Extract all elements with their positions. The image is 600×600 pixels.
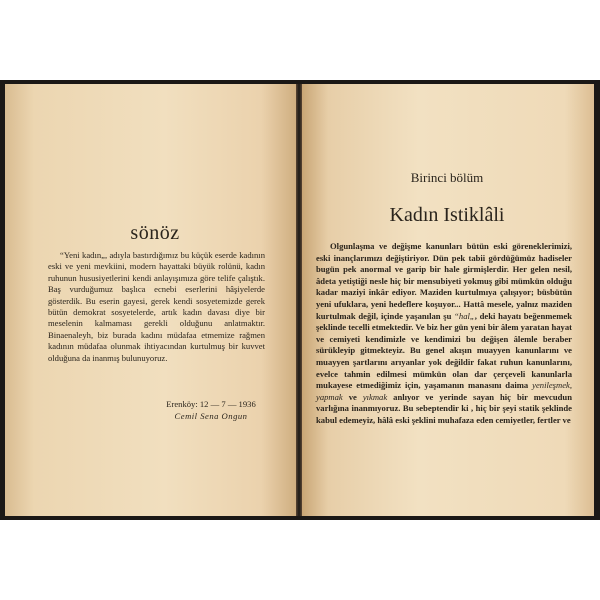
preface-body-text: “Yeni kadın„, adıyla bastırdığımız bu küçük eserde kadının eski ve yeni mevkiini, modern hayattaki büyük rolünü, kadın ruhunun hususiyetlerini kendi anlayışımıza göre telife çalıştık. Baş vurduğumuz başlıca ecnebi eserlerini hâşiyelerde gösterdik. Bu eserin gayesi, gerek kendi sosyetemizde gerek bütün demokrat sosyetelerde, artık kadın davası diye bir meselenin kalmaması gerekli olduğunu anlatmaktır. Binaenaleyh, biz burada kadını müdafaa etmemize rağmen kadının müdafaa olunmak ihtiyacından kurtulmuş bir kuvvet olduğuna da inanmış bulunuyoruz.: [48, 250, 265, 363]
italic-word-1: yenileşmek,: [532, 380, 572, 391]
body-part-3: ve: [348, 391, 357, 402]
preface-title: sönöz: [130, 222, 180, 244]
body-part-2: , deki hayatı beğenmemek şeklinde tecelli etmektedir. Ve biz her gün yeni bir âlem yaratan hayat ve cemiyeti kendimizle ve kendimizi bu değişen âlemle beraber sürükleyip gitmekteyiz. Bu genel akışın muayyen kanunlarını ve muayyen şartlarını arıyanlar yok değildir fakat ruhun kanunlarını, evelce tahmin edilmesi mümkün olan dar çerçeveli kanunlarla mukayese etmediğimiz için, yaşamanın manasını daima: [316, 310, 572, 391]
right-page: [302, 84, 594, 516]
italic-word-3: yıkmak: [362, 391, 388, 402]
quoted-word: “hal„: [454, 310, 475, 321]
chapter-label: Birinci bölüm: [410, 170, 484, 185]
chapter-title: Kadın Istiklâli: [389, 204, 505, 226]
open-book: [0, 80, 600, 520]
body-part-1: Olgunlaşma ve değişme kanunları bütün eski göreneklerimizi, eski inançlarımızı değiştiriyor. Dün pek tabii gördüğümüz hadiseler bugün pek anormal ve garip bir hale girmişlerdir. Her gelen nesil, âdeta yetiştiği nesle hiç bir mensubiyeti yokmuş gibi mümkün olduğu kadar maziyi inkâr ediyor. Maziden kurtulmıya çalışıyor; büsbütün yeni ufuklara, yeni hedeflere koşuyor... Hattâ mesele, yalnız maziden kurtulmak değil, içinde yaşanılan şu: [316, 241, 572, 321]
chapter-body-text: [316, 241, 572, 427]
body-part-4: anlıyor ve yerinde sayan hiç bir mevcudun varlığına inanmıyoruz. Bu sebeptendir ki , hiç bir şeyi statik şeklinde kabul edemeyiz, hâlâ eski şeklini muhafaza eden cemiyetler, fertler ve: [316, 391, 572, 425]
place-date: Erenköy: 12 — 7 — 1936: [166, 399, 256, 409]
left-page: [5, 84, 296, 516]
author-name: Cemil Sena Ongun: [174, 411, 248, 421]
italic-word-2: yapmak: [316, 391, 343, 402]
preface-signature: [161, 398, 261, 422]
